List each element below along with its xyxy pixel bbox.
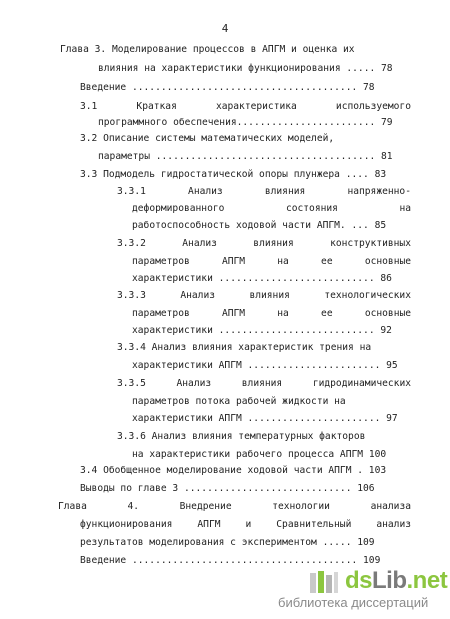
toc-word: функционирования (80, 519, 173, 530)
toc-word: влияния (264, 186, 306, 197)
toc-word: 3.3.5 (117, 378, 146, 389)
toc-word: анализа (370, 501, 411, 512)
toc-word: АПГМ (221, 308, 246, 319)
toc-word: 3.3.2 (117, 238, 146, 249)
toc-line-s34: 3.4 Обобщенное моделирование ходовой части АПГМ . 103 (80, 465, 387, 476)
toc-line-s33: 3.3 Подмодель гидростатической опоры плунжера .... 83 (80, 169, 387, 180)
toc-word: Анализ (180, 290, 215, 301)
toc-word: на (399, 203, 411, 214)
toc-word: 3.1 (80, 101, 98, 112)
watermark-logo (345, 567, 447, 595)
toc-word: влияния (253, 238, 294, 249)
toc-word: ее (321, 308, 333, 319)
toc-word: Сравнительный (276, 519, 352, 530)
toc-line-s336-b: на характеристики рабочего процесса АПГМ 100 (132, 449, 387, 460)
logo-net: .net (406, 567, 448, 594)
books-icon (308, 569, 340, 595)
toc-line-ch3-b: влияния на характеристики функционирования ..... 78 (98, 63, 393, 74)
toc-line-s333-b (132, 308, 411, 320)
watermark (270, 567, 450, 617)
watermark-subtitle: библиотека диссертаций (278, 595, 429, 610)
toc-word: Краткая (136, 101, 177, 112)
toc-word: параметров (132, 256, 190, 267)
toc-line-concl3: Выводы по главе 3 ............................. 106 (80, 483, 375, 494)
toc-word: АПГМ (197, 519, 221, 530)
toc-line-intro-4: Введение ....................................... 109 (80, 555, 381, 566)
toc-line-intro-3: Введение ....................................... 78 (80, 82, 375, 93)
toc-line-ch3-a: Глава 3. Моделирование процессов в АПГМ и оценка их (60, 44, 355, 55)
toc-word: 3.3.3 (117, 290, 146, 301)
toc-word: Анализ (176, 378, 212, 389)
toc-word: ее (321, 256, 333, 267)
page-number: 4 (221, 22, 229, 35)
toc-word: основные (364, 308, 412, 319)
toc-word: Анализ (182, 238, 217, 249)
toc-line-s336-a: 3.3.6 Анализ влияния температурных факторов (117, 431, 366, 442)
toc-word: анализ (376, 519, 411, 530)
toc-word: Глава 4. (58, 501, 140, 512)
toc-word: Анализ (188, 186, 223, 197)
toc-line-s331-b (132, 203, 411, 215)
toc-line-s332-a (117, 238, 411, 250)
logo-ds: ds (345, 567, 373, 594)
toc-word: на (277, 308, 289, 319)
toc-word: деформированного (132, 203, 225, 214)
toc-line-s334-b: характеристики АПГМ ....................... 95 (132, 360, 398, 371)
toc-word: параметров (132, 308, 190, 319)
toc-line-s32-b: параметры ...................................... 81 (98, 151, 393, 162)
toc-word: характеристика (215, 101, 297, 112)
toc-line-s333-a (117, 290, 411, 302)
toc-line-s32-a: 3.2 Описание системы математических моделей, (80, 133, 335, 144)
toc-word: технологических (324, 290, 411, 301)
toc-word: состояния (285, 203, 338, 214)
toc-word: основные (364, 256, 412, 267)
toc-line-s335-c: характеристики АПГМ ....................... 97 (132, 413, 398, 424)
logo-lib: Lib (372, 567, 407, 594)
toc-word: напряженно- (347, 186, 411, 197)
toc-line-s332-b (132, 256, 411, 268)
toc-line-ch4-b (80, 519, 411, 531)
toc-line-ch4-a (58, 501, 411, 513)
toc-word: и (245, 519, 252, 530)
toc-word: АПГМ (221, 256, 246, 267)
toc-word: на (277, 256, 289, 267)
toc-line-s332-c: характеристики ........................... 86 (132, 273, 392, 284)
toc-line-ch4-c: результатов моделирования с экспериментом ..... 109 (80, 537, 375, 548)
toc-line-s31-a (80, 101, 411, 113)
toc-word: технологии (272, 501, 330, 512)
toc-line-s331-c: работоспособность ходовой части АПГМ. ... 85 (132, 220, 387, 231)
toc-word: используемого (335, 101, 412, 112)
toc-line-s335-b: параметров потока рабочей жидкости на (132, 396, 346, 407)
toc-line-s335-a (117, 378, 411, 390)
toc-word: 3.3.1 (117, 186, 146, 197)
toc-line-s334-a: 3.3.4 Анализ влияния характеристик трения на (117, 342, 372, 353)
toc-word: гидродинамических (312, 378, 412, 389)
toc-word: конструктивных (330, 238, 411, 249)
toc-word: влияния (249, 290, 290, 301)
toc-line-s31-b: программного обеспечения........................ 79 (98, 117, 393, 128)
toc-line-s331-a (117, 186, 411, 198)
toc-word: влияния (241, 378, 283, 389)
toc-line-s333-c: характеристики ........................... 92 (132, 325, 392, 336)
toc-word: Внедрение (179, 501, 232, 512)
